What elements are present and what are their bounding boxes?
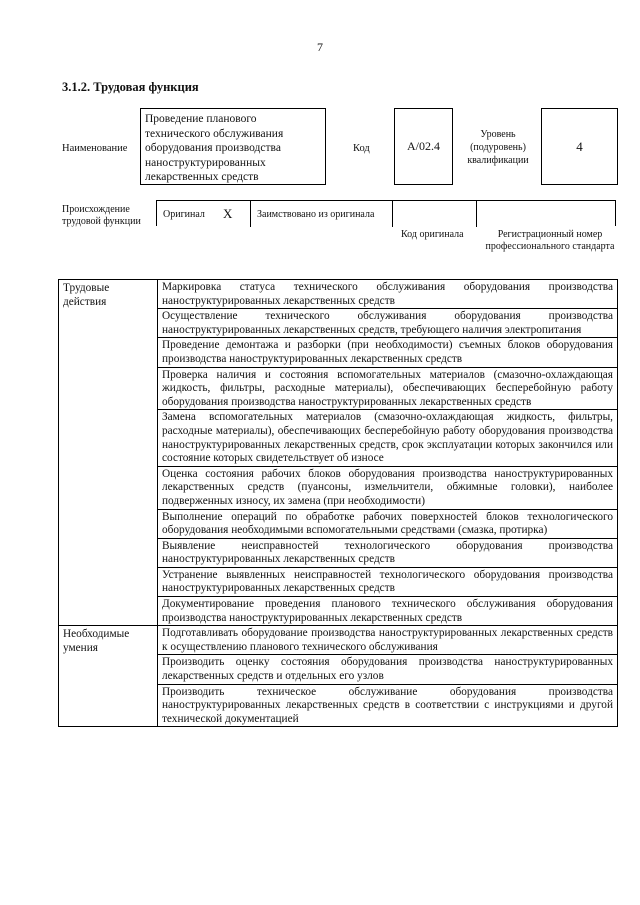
section-item: Устранение выявленных неисправностей технологического оборудования производства наноструктурированных лекарственных средств <box>158 567 618 596</box>
borrowed-label: Заимствовано из оригинала <box>257 208 375 220</box>
section-item: Оценка состояния рабочих блоков оборудования производства наноструктурированных лекарственных средств (пуансоны, измельчители, обжимные головки), наиболее подверженных износу, их замена (при необходимости) <box>158 466 618 509</box>
section-title: Необходимые умения <box>59 626 158 727</box>
section-item: Маркировка статуса технического обслуживания оборудования производства наноструктурированных лекарственных средств <box>158 280 618 309</box>
code-label: Код <box>353 143 370 154</box>
section-item: Проведение демонтажа и разборки (при необходимости) съемных блоков оборудования производства наноструктурированных лекарственных средств <box>158 338 618 367</box>
section-item: Замена вспомогательных материалов (смазочно-охлаждающая жидкость, фильтры, расходные материалы), обеспечивающих бесперебойную работу оборудования производства наноструктурированных лекарственных средств, срок эксплуатации которых закончился или состояние которых свидетельствует об износе <box>158 410 618 466</box>
section-item: Проверка наличия и состояния вспомогательных материалов (смазочно-охлаждающая жидкость, фильтры, расходные материалы), обеспечивающих бесперебойную работу оборудования производства наноструктурированных лекарственных средств <box>158 367 618 410</box>
origin-row <box>156 200 616 226</box>
level-value: 4 <box>576 138 583 154</box>
name-label: Наименование <box>62 143 128 154</box>
function-details-table <box>58 279 618 727</box>
table-row <box>59 280 618 309</box>
code-original-label: Код оригинала <box>401 229 464 240</box>
code-box <box>394 108 453 185</box>
section-title: Трудовые действия <box>59 280 158 626</box>
section-item: Осуществление технического обслуживания оборудования производства наноструктурированных лекарственных средств, требующего наличия электропитания <box>158 309 618 338</box>
page-number: 7 <box>317 40 323 54</box>
origin-label: Происхождение трудовой функции <box>62 204 141 227</box>
function-name-box <box>140 108 326 185</box>
section-item: Выполнение операций по обработке рабочих поверхностей блоков технологического оборудования необходимыми вспомогательными средствами (смазка, протирка) <box>158 509 618 538</box>
section-heading: 3.1.2. Трудовая функция <box>62 80 199 94</box>
code-value: А/02.4 <box>407 139 440 153</box>
section-item: Подготавливать оборудование производства наноструктурированных лекарственных средств к осуществлению планового технического обслуживания <box>158 626 618 655</box>
section-item: Документирование проведения планового технического обслуживания оборудования производства наноструктурированных лекарственных средств <box>158 597 618 626</box>
section-item: Выявление неисправностей технологического оборудования производства наноструктурированных лекарственных средств <box>158 538 618 567</box>
table-row <box>59 626 618 655</box>
level-box <box>541 108 618 185</box>
original-mark: X <box>223 206 233 221</box>
function-name-value: Проведение планового технического обслуживания оборудования производства наноструктурированных лекарственных средств <box>145 113 284 183</box>
original-label: Оригинал <box>163 208 205 220</box>
reg-number-label: Регистрационный номер профессионального стандарта <box>485 229 615 252</box>
level-label: Уровень (подуровень) квалификации <box>467 129 529 166</box>
section-item: Производить техническое обслуживание оборудования производства наноструктурированных лекарственных средств в соответствии с инструкциями и другой технической документацией <box>158 684 618 727</box>
section-item: Производить оценку состояния оборудования производства наноструктурированных лекарственных средств и отдельных его узлов <box>158 655 618 684</box>
